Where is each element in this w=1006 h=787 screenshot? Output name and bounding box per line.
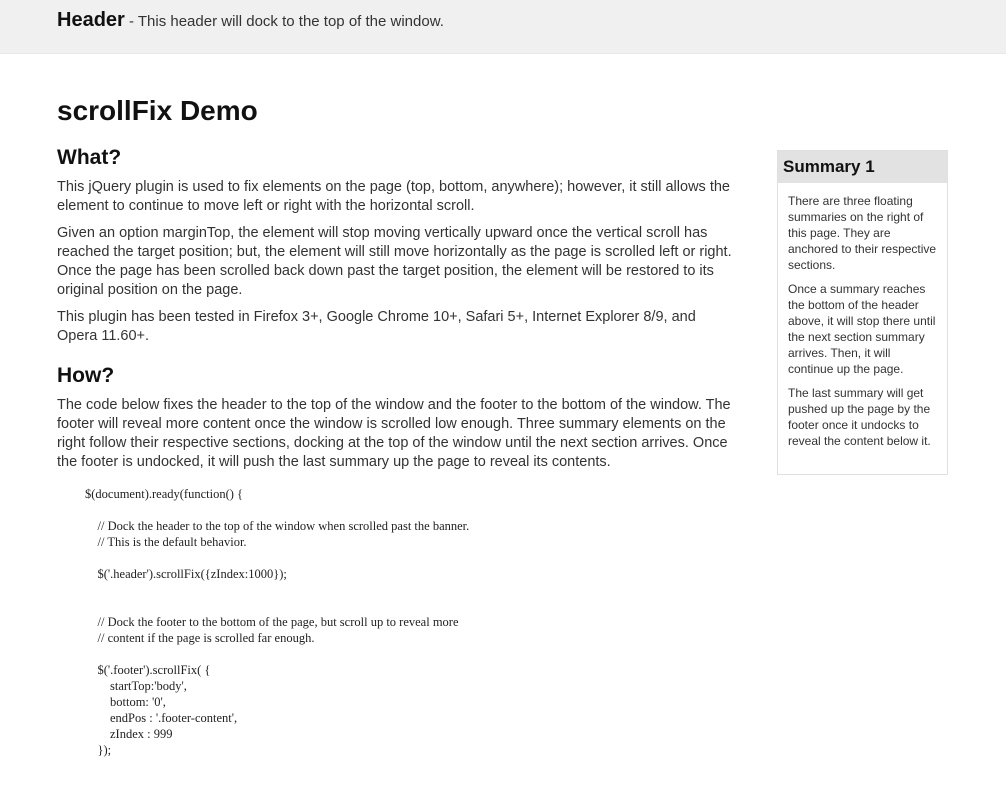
header-title: Header (57, 9, 125, 31)
how-paragraph-1: The code below fixes the header to the top of the window and the footer to the bottom of the window. The footer will reveal more content once the window is scrolled low enough. Three summary elements on the right follow their respective sections, docking at the top of the window until the next section arrives. Once the footer is undocked, it will push the last summary up the page to reveal its contents. (57, 397, 731, 470)
code-sample: $(document).ready(function() { // Dock the header to the top of the window when scrolled past the banner. // This is the default behavior. $('.header').scrollFix({zIndex:1000}); // Dock the footer to the bottom of the page, but scroll up to reveal more // content if the page is scrolled far enough. $('.footer').scrollFix( { startTop:'body', bottom: '0', endPos : '.footer-content', zIndex : 999 }); (85, 487, 470, 757)
summary-paragraph-1: There are three floating summaries on the right of this page. They are anchored to their respective sections. (788, 194, 937, 272)
page-header (0, 0, 1006, 54)
main-content (57, 92, 737, 758)
summary-body (778, 183, 947, 449)
summary-panel (777, 150, 948, 475)
page-title: scrollFix Demo (57, 95, 258, 126)
what-paragraph-3: This plugin has been tested in Firefox 3+, Google Chrome 10+, Safari 5+, Internet Explorer 8/9, and Opera 11.60+. (57, 309, 696, 344)
section-title-what: What? (57, 146, 122, 169)
summary-paragraph-3: The last summary will get pushed up the page by the footer once it undocks to reveal the content below it. (788, 386, 931, 448)
what-paragraph-2: Given an option marginTop, the element will stop moving vertically upward once the vertical scroll has reached the target position; but, the element will still move horizontally as the page is scrolled left or right. Once the page has been scrolled back down past the target position, the element will be restored to its original position on the page. (57, 225, 732, 298)
summary-paragraph-2: Once a summary reaches the bottom of the header above, it will stop there until the next section summary arrives. Then, it will continue up the page. (788, 282, 936, 376)
section-title-how: How? (57, 364, 115, 387)
header-subtitle: - This header will dock to the top of the window. (124, 13, 444, 30)
summary-title: Summary 1 (778, 151, 947, 183)
header-content (57, 9, 444, 32)
what-paragraph-1: This jQuery plugin is used to fix elements on the page (top, bottom, anywhere); however, it still allows the element to continue to move left or right with the horizontal scroll. (57, 179, 730, 214)
